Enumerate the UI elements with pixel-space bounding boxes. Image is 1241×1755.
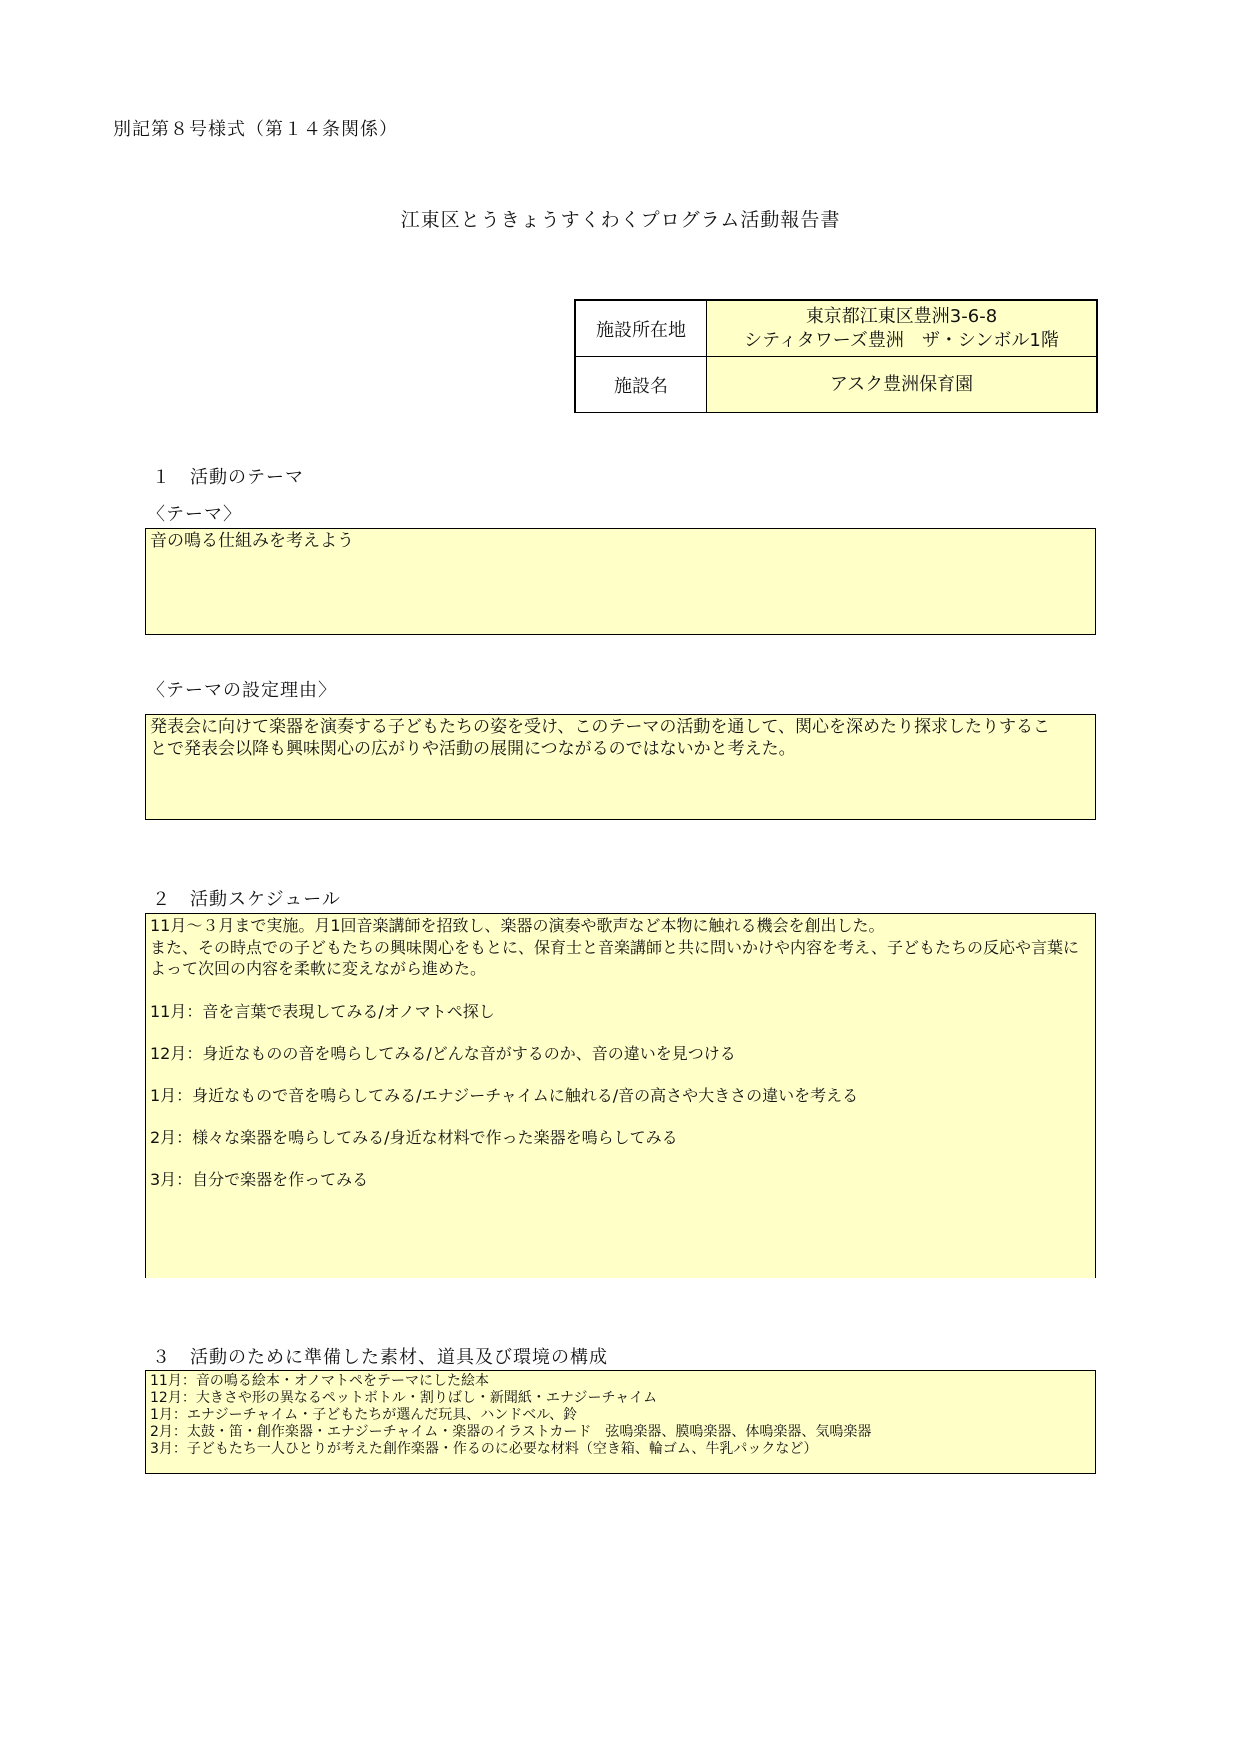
schedule-line: 11月：音を言葉で表現してみる/オノマトペ探し — [150, 1002, 495, 1021]
section3-heading: ３ 活動のために準備した素材、道具及び環境の構成 — [152, 1347, 608, 1368]
facility-address-line1: 東京都江東区豊洲3-6-8 — [805, 305, 998, 327]
schedule-line: 11月～３月まで実施。月1回音楽講師を招致し、楽器の演奏や歌声など本物に触れる機会を創出した。 — [150, 916, 885, 935]
schedule-line — [150, 1023, 1079, 1043]
facility-name-label: 施設名 — [576, 357, 707, 413]
facility-name-value: アスク豊洲保育園 — [707, 357, 1097, 413]
schedule-line — [150, 1065, 1079, 1085]
theme-reason-label: 〈テーマの設定理由〉 — [147, 680, 337, 701]
schedule-line: 12月：身近なものの音を鳴らしてみる/どんな音がするのか、音の違いを見つける — [150, 1044, 736, 1063]
theme-reason-field[interactable]: 発表会に向けて楽器を演奏する子どもたちの姿を受け、このテーマの活動を通して、関心を深めたり探求したりすることで発表会以降も興味関心の広がりや活動の展開につながるのではないかと考えた。 — [145, 714, 1096, 820]
materials-field[interactable] — [145, 1370, 1096, 1474]
section2-heading: ２ 活動スケジュール — [152, 889, 341, 910]
facility-address-value — [707, 301, 1097, 357]
schedule-line: 1月：身近なもので音を鳴らしてみる/エナジーチャイムに触れる/音の高さや大きさの違いを考える — [150, 1086, 859, 1105]
theme-text-field[interactable]: 音の鳴る仕組みを考えよう — [145, 528, 1096, 635]
theme-label: 〈テーマ〉 — [147, 504, 242, 525]
schedule-line: また、その時点での子どもたちの興味関心をもとに、保育士と音楽講師と共に問いかけや内容を考え、子どもたちの反応や言葉によって次回の内容を柔軟に変えながら進めた。 — [150, 938, 1079, 978]
schedule-line: 3月：自分で楽器を作ってみる — [150, 1170, 369, 1189]
materials-line: 11月：音の鳴る絵本・オノマトペをテーマにした絵本 — [150, 1373, 489, 1389]
materials-line: 3月：子どもたち一人ひとりが考えた創作楽器・作るのに必要な材料（空き箱、輪ゴム、牛乳パックなど） — [150, 1441, 818, 1457]
materials-line: 12月：大きさや形の異なるペットボトル・割りばし・新聞紙・エナジーチャイム — [150, 1390, 658, 1406]
schedule-line — [150, 979, 1079, 1001]
form-code: 別記第８号様式（第１４条関係） — [113, 119, 398, 140]
facility-address-label: 施設所在地 — [576, 301, 707, 357]
schedule-line — [150, 1107, 1079, 1127]
schedule-line: 2月：様々な楽器を鳴らしてみる/身近な材料で作った楽器を鳴らしてみる — [150, 1128, 678, 1147]
schedule-field[interactable] — [145, 913, 1096, 1278]
facility-info-table — [574, 299, 1098, 413]
section1-heading: １ 活動のテーマ — [152, 467, 304, 488]
document-title: 江東区とうきょうすくわくプログラム活動報告書 — [400, 209, 841, 231]
materials-line: 1月：エナジーチャイム・子どもたちが選んだ玩具、ハンドベル、鈴 — [150, 1407, 578, 1423]
facility-address-line2: シティタワーズ豊洲 ザ・シンボル1階 — [744, 329, 1059, 351]
materials-line: 2月：太鼓・笛・創作楽器・エナジーチャイム・楽器のイラストカード 弦鳴楽器、膜鳴楽器、体鳴楽器、気鳴楽器 — [150, 1424, 872, 1440]
schedule-line — [150, 1149, 1079, 1169]
